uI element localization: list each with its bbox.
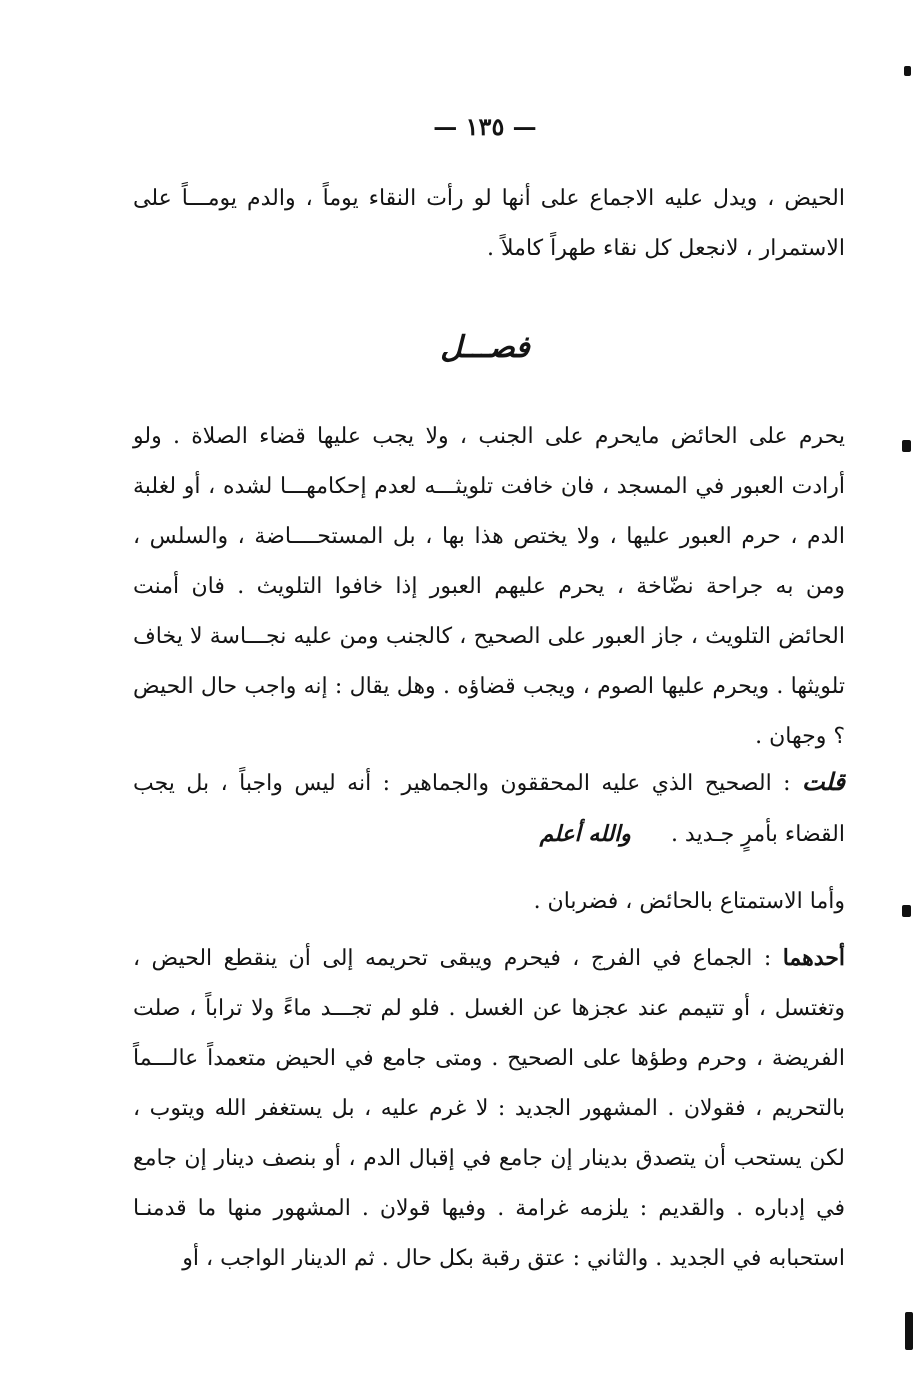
scan-mark-icon [902,905,911,917]
note-paragraph [133,757,845,860]
section-heading: فصـــل [440,330,530,365]
note-line [133,757,845,860]
first-type-paragraph [133,933,845,1284]
intro-text: الحيض ، ويدل عليه الاجماع على أنها لو رأت النقاء يوماً ، والدم يومـــاً على الاستمرار ، لانجعل كل نقاء طهراً كاملاً . [133,186,845,261]
scan-mark-icon [904,66,911,76]
scan-mark-icon [902,440,911,452]
page-number: — ١٣٥ — [433,112,537,141]
istimta-text: وأما الاستمتاع بالحائض ، فضربان . [533,889,845,914]
first-type-text: : الجماع في الفرج ، فيحرم ويبقى تحريمه إلى أن ينقطع الحيض ، وتغتسل ، أو تتيمم عند عجزها عن الغسل . فلو لم تجـــد ماءً ولا تراباً ، صلت الفريضة ، وحرم وطؤها على الصحيح . ومتى جامع في الحيض متعمداً عالـــماً بالتحريم ، فقولان . المشهور الجديد : لا غرم عليه ، بل يستغفر الله ويتوب ، لكن يستحب أن يتصدق بدينار إن جامع في إقبال الدم ، أو بنصف دينار إن جامع في إدباره . والقديم : يلزمه غرامة . وفيها قولان . المشهور منها ما قدمنـا استحبابه في الجديد . والثاني : عتق رقبة بكل حال . ثم الدينار الواجب ، أو [133,946,845,1271]
scan-mark-icon [905,1312,913,1350]
first-type-label: أحدهما [782,945,845,971]
intro-paragraph [133,174,845,274]
note-text: : الصحيح الذي عليه المحققون والجماهير : أنه ليس واجباً ، بل يجب القضاء بأمرٍ جـديد . [133,771,845,847]
main-text: يحرم على الحائض مايحرم على الجنب ، ولا يجب عليها قضاء الصلاة . ولو أرادت العبور في المسجد ، فان خافت تلويثـــه لعدم إحكامهـــا لشده ، أو لغلبة الدم ، حرم العبور عليها ، ولا يختص هذا بها ، بل المستحــــاضة ، والسلس ، ومن به جراحة نضّاخة ، يحرم عليهم العبور إذا خافوا التلويث . فان أمنت الحائض التلويث ، جاز العبور على الصحيح ، كالجنب ومن عليه نجـــاسة لا يخاف تلويثها . ويحرم عليها الصوم ، ويجب قضاؤه . وهل يقال : إنه واجب حال الحيض ؟ وجهان . [133,424,845,749]
istimta-paragraph [133,877,845,927]
note-label: قلت [802,767,845,796]
main-paragraph [133,412,845,762]
first-type-line [133,933,845,1284]
note-closing: والله أعلم [539,821,631,847]
